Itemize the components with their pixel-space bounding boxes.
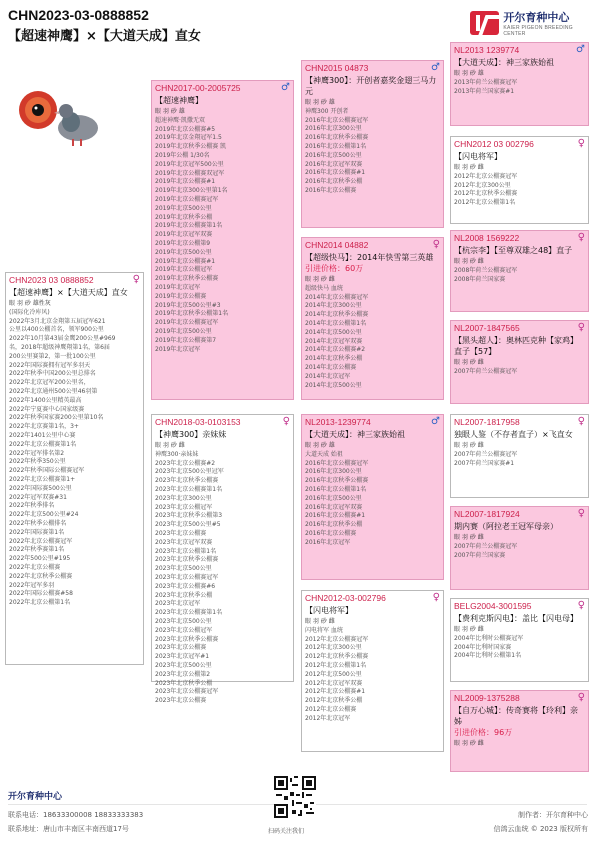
achievement-line: 2019年北京公棚赛 (155, 292, 207, 300)
achievement-line: 2013年荷兰国家赛#1 (454, 87, 515, 95)
ring-number: CHN2018-03-0103153 (155, 417, 241, 427)
female-symbol-icon: ♀ (577, 692, 585, 703)
achievement-line: 2022年秋季350公里 (9, 458, 66, 466)
achievement-line: 2004年比利时公棚第1名 (454, 652, 522, 660)
achievement-line: 2007年荷兰国家赛 (454, 551, 506, 559)
achievement-line: 眼 羽 砂 雌 (305, 618, 335, 625)
pedigree-card-sire-sire (301, 60, 444, 228)
achievement-line: 2016年北京秋季公棚赛 (305, 477, 369, 485)
achievement-line: 2012年北京秋季公棚赛 (305, 653, 369, 661)
achievement-line: 2019年公棚 1/30名 (155, 151, 210, 159)
import-price: 引进价格：60万 (305, 264, 364, 273)
achievements (451, 357, 588, 379)
achievements (302, 440, 443, 550)
female-symbol-icon: ♀ (132, 274, 140, 285)
pedigree-card-gg-3 (450, 230, 589, 312)
achievement-line: 2012年北京300公里 (305, 644, 362, 652)
footer-maker: 制作者：开尔育种中心 (518, 811, 588, 819)
achievement-line: 2014年北京公棚第1名 (305, 319, 367, 327)
achievement-line: 2022年冠军排名第2 (9, 449, 65, 457)
achievement-line: 2019年北京公棚赛冠军 (155, 195, 219, 203)
achievement-line: 2022年秋季赛第1名 (9, 546, 65, 554)
achievement-line: 眼 羽 砂 雌 (305, 276, 335, 283)
achievement-line: 名，2018年超级神鹰翔第1名，第6届 (9, 343, 110, 351)
achievement-line: 2012年北京公棚赛冠军 (305, 635, 369, 643)
ring-number: CHN2023 03 0888852 (9, 275, 94, 285)
achievement-line: 2022年北京公棚第1名 (9, 599, 71, 607)
footer-address: 联系地址：唐山市丰南区丰南西道17号 (8, 825, 129, 833)
import-price: 引进价格：96万 (454, 728, 513, 737)
achievement-line: 2016年北京公棚赛冠军 (305, 459, 369, 467)
pigeon-photo (16, 84, 104, 154)
ring-number: CHN2014 04882 (305, 240, 369, 250)
male-symbol-icon: ♂ (431, 62, 440, 73)
achievement-line: 2012年北京公棚赛冠军 (454, 172, 518, 180)
achievement-line: 公里以400公棚首名，领军900公里 (9, 326, 104, 334)
pigeon-name: 【神鹰300】亲妹妹 (155, 430, 227, 439)
achievement-line: 2023年北京公棚赛 (155, 644, 207, 652)
achievement-line: 2014年北京冠军双赛 (305, 337, 363, 345)
brand-logo (470, 9, 595, 37)
achievement-line: 2023年北京秋季公棚 (155, 591, 213, 599)
achievement-line: 2022年北京公棚赛 (9, 563, 61, 571)
achievement-line: 2016年北京冠军 (305, 538, 351, 546)
achievement-line: 2016年北京冠军双赛 (305, 503, 363, 511)
achievement-line: 2019年北京公棚第9 (155, 239, 211, 247)
achievement-line: 2023年北京秋季公棚赛 (155, 477, 219, 485)
achievement-line: 2019年北京公棚赛冠军 (155, 319, 219, 327)
achievement-line: 2023年北京500公里 (155, 661, 212, 669)
achievement-line: 2023年北京公棚赛 (155, 697, 207, 705)
achievement-line: 2023年北京公棚赛第1名 (155, 609, 223, 617)
female-symbol-icon: ♀ (282, 416, 290, 427)
ring-number: NL2007-1817958 (454, 417, 520, 427)
pigeon-name: 【大道天成】：神三家族始祖 (454, 58, 554, 67)
footer-contact (8, 808, 143, 836)
ring-number: CHN2015 04873 (305, 63, 369, 73)
achievement-line: 2019年北京冠军500公里 (155, 160, 224, 168)
achievement-line: 2012年北京秋季公棚赛 (454, 190, 518, 198)
achievement-line: 2022年1401公里中心赛 (9, 431, 76, 439)
achievement-line: 2016年北京冠军双赛 (305, 160, 363, 168)
achievement-line: 2008年荷兰国家赛 (454, 275, 506, 283)
achievement-line: 2023年北京公棚赛#6 (155, 582, 216, 590)
ring-number: NL2009-1375288 (454, 693, 520, 703)
pedigree-card-dam (151, 414, 294, 705)
achievement-line: 2019年北京500公里 (155, 327, 212, 335)
achievements (302, 97, 443, 198)
achievement-line: 2023年北京300公里 (155, 494, 212, 502)
achievement-line: 2023年北京冠军 (155, 600, 201, 608)
achievement-line: 2019年北京500公里 (155, 248, 212, 256)
pedigree-card-gg-8 (450, 690, 589, 772)
achievement-line: 2019年北京公棚赛#1 (155, 257, 216, 265)
pedigree-card-dam-dam (301, 590, 444, 752)
achievement-line: 2022年10月第43届金鹰200公里#969 (9, 335, 116, 343)
pigeon-name: 【超速神鹰】 (155, 96, 203, 105)
achievement-line: 2022年秋季中国200公里总排名 (9, 370, 96, 378)
achievements (451, 624, 588, 663)
achievement-line: 2014年北京300公里 (305, 302, 362, 310)
achievement-line: 神鹰300·亲妹妹 (155, 450, 199, 458)
achievement-line: 2022年国际赛500公里 (9, 484, 72, 492)
achievements (302, 616, 443, 726)
achievement-line: 2019年北京金翔冠军1.5 (155, 134, 222, 142)
achievement-line: 2023年北京公棚赛冠军 (155, 573, 219, 581)
achievement-line: 眼 羽 砂 雄 (305, 99, 335, 106)
achievement-line: 2022年北京通州500公里46羽第 (9, 387, 98, 395)
logo-name-en: KAIER PIGEON BREEDING CENTER (503, 25, 573, 37)
achievement-line: 2012年北京公棚赛 (305, 705, 357, 713)
achievement-line: 2007年荷兰国家赛#1 (454, 459, 515, 467)
achievement-line: 2016年北京公棚赛冠军 (305, 116, 369, 124)
pigeon-name: 【杭宗李】【至尊双雄之48】直子 (454, 246, 573, 255)
pigeon-name: 【神鹰300】：开创者嘉奖金翅三马力元 (305, 76, 437, 96)
achievement-line: 眼 羽 砂 雌 (454, 359, 484, 366)
achievement-line: 2016年北京公棚赛 (305, 186, 357, 194)
achievement-line: 2014年北京冠军 (305, 372, 351, 380)
achievement-line: 闪电将军 血统 (305, 626, 343, 634)
achievement-line: 2023年北京秋季公棚 (155, 679, 213, 687)
pigeon-name: 期内赛（阿拉老王冠军母亲） (454, 522, 558, 531)
ring-number: CHN2012 03 002796 (454, 139, 534, 149)
achievement-line: 2019年北京公棚赛双冠军 (155, 169, 225, 177)
achievement-line: 2014年北京秋季公棚 (305, 355, 363, 363)
achievements (6, 298, 143, 610)
pigeon-name: 【闪电将军】 (305, 606, 353, 615)
achievement-line: 2022年北京公棚赛第1+ (9, 475, 76, 483)
achievements (451, 256, 588, 286)
achievement-line: 2022年秋季公棚排名 (9, 519, 67, 527)
ring-number: CHN2012-03-002796 (305, 593, 386, 603)
achievement-line: 2023年北京500公里 (155, 617, 212, 625)
achievement-line: 2022年北京500公里#24 (9, 511, 79, 519)
qr-code-icon[interactable] (274, 776, 316, 818)
achievement-line: 2016年北京公棚第1名 (305, 142, 367, 150)
achievement-line: 2008年荷兰公棚赛冠军 (454, 266, 518, 274)
achievement-line: 2019年北京500公里#3 (155, 301, 221, 309)
female-symbol-icon: ♀ (577, 508, 585, 519)
achievements (302, 274, 443, 392)
achievement-line: 2016年北京500公里 (305, 151, 362, 159)
female-symbol-icon: ♀ (577, 138, 585, 149)
page-ring-number: CHN2023-03-0888852 (8, 7, 149, 23)
achievement-line: 2022年秋季国家赛200公里第10名 (9, 414, 104, 422)
achievement-line: 2012年北京300公里 (454, 181, 511, 189)
pedigree-card-gg-4 (450, 320, 589, 404)
achievements (451, 68, 588, 98)
achievement-line: 2019年北京冠军双赛 (155, 231, 213, 239)
achievement-line: 2022年500公里#195 (9, 555, 71, 563)
pigeon-name: 【超级快马】：2014年快雪第三英雄 (305, 253, 434, 262)
achievement-line: 2023年北京500公里#5 (155, 521, 221, 529)
pigeon-name: 独眼人鉴（不存者直子）×飞直女 (454, 430, 573, 439)
achievements (152, 440, 293, 708)
pigeon-name: 【自万心城】：传奇赛将【玲利】亲姊 (454, 706, 578, 726)
achievement-line: 2023年北京冠军双赛 (155, 538, 213, 546)
achievement-line: 2016年北京公棚赛 (305, 529, 357, 537)
logo-name-cn: 开尔育种中心 (503, 11, 570, 24)
achievement-line: 2014年北京公棚赛 (305, 363, 357, 371)
achievement-line: 2023年北京冠军#1 (155, 653, 210, 661)
achievement-line: 2023年北京公棚第2 (155, 670, 211, 678)
achievement-line: 2016年北京300公里 (305, 125, 362, 133)
achievement-line: 2023年北京公棚赛第1名 (155, 485, 223, 493)
pedigree-card-sire (151, 80, 294, 400)
achievement-line: 神鹰300 开创者 (305, 107, 349, 115)
achievements (451, 440, 588, 470)
achievement-line: 2019年北京公棚赛第7 (155, 336, 217, 344)
pigeon-name: 【黑头超人】：奥林匹克种【家鸡】直子【57】 (454, 336, 578, 356)
achievement-line: 2013年荷兰公棚赛冠军 (454, 78, 518, 86)
achievement-line: 2022年冠军多羽 (9, 581, 55, 589)
achievement-line: 2012年北京公棚第1名 (454, 199, 516, 207)
achievement-line: 2019年北京冠军 (155, 283, 201, 291)
pedigree-card-gg-2 (450, 136, 589, 224)
achievement-line: 2022年冠军双赛#31 (9, 493, 67, 501)
pigeon-name: 【闪电将军】 (454, 152, 502, 161)
achievement-line: 眼 羽 砂 雄 (454, 70, 484, 77)
pedigree-card-subject (5, 272, 144, 665)
achievement-line: 眼 羽 砂 雌 (454, 534, 484, 541)
achievement-line: 2016年北京500公里 (305, 494, 362, 502)
achievement-line: 2016年北京公棚第1名 (305, 485, 367, 493)
achievement-line: 2022年国际赛拥有冠军多羽天 (9, 361, 91, 369)
male-symbol-icon: ♂ (431, 416, 440, 427)
achievement-line: 2022年北京冠军200公里名， (9, 379, 90, 387)
pigeon-name: 【超速神鹰】×【大道天成】直女 (9, 288, 128, 297)
achievement-line: 2014年北京秋季公棚赛 (305, 311, 369, 319)
achievement-line: 2019年北京秋季公棚第1名 (155, 310, 229, 318)
achievement-line: 2016年北京秋季公棚 (305, 178, 363, 186)
achievement-line: 2023年北京公棚冠军 (155, 626, 213, 634)
achievement-line: 2019年北京公棚赛第1名 (155, 222, 223, 230)
achievement-line: 2022年秋季排名 (9, 502, 55, 510)
achievement-line: 2012年北京500公里 (305, 670, 362, 678)
achievement-line: 2007年荷兰公棚赛冠军 (454, 450, 518, 458)
ring-number: NL2007-1847565 (454, 323, 520, 333)
achievement-line: 2022年3月北京金翔第五届冠军621 (9, 317, 106, 325)
pedigree-card-gg-6 (450, 506, 589, 590)
achievement-line: 2016年北京公棚赛#1 (305, 169, 366, 177)
achievement-line: 大道天成 始祖 (305, 450, 343, 458)
achievement-line: 2023年北京公棚第1名 (155, 547, 217, 555)
achievement-line: (国际化冷库风) (9, 308, 50, 316)
achievement-line: 2007年荷兰公棚赛冠军 (454, 542, 518, 550)
male-symbol-icon: ♂ (576, 44, 585, 55)
female-symbol-icon: ♀ (432, 592, 440, 603)
achievement-line: 眼 羽 砂 雌 (454, 258, 484, 265)
achievement-line: 2022年国际公棚赛#58 (9, 590, 73, 598)
achievements (451, 162, 588, 210)
achievement-line: 眼 羽 砂 雌 (454, 442, 484, 449)
achievement-line: 2014年北京500公里 (305, 328, 362, 336)
achievement-line: 眼 羽 砂 雌 (454, 740, 484, 747)
achievement-line: 2023年北京500公里 (155, 565, 212, 573)
achievement-line: 眼 羽 砂 雌 (454, 626, 484, 633)
achievement-line: 2012年北京公棚赛#1 (305, 688, 366, 696)
achievement-line: 2023年北京公棚赛冠军 (155, 688, 219, 696)
footer-phone: 联系电话：18633300008 18833333383 (8, 811, 144, 819)
kaier-logo-icon (470, 11, 499, 35)
achievement-line: 2022年北京公棚赛第1名 (9, 440, 77, 448)
pedigree-card-gg-1 (450, 42, 589, 126)
achievement-line: 超速神鹰·凯撒无双 (155, 116, 205, 124)
achievement-line: 2014年北京公棚赛#2 (305, 346, 366, 354)
female-symbol-icon: ♀ (577, 232, 585, 243)
achievement-line: 2023年北京500公里冠军 (155, 468, 224, 476)
ring-number: CHN2017-00-2005725 (155, 83, 241, 93)
ring-number: NL2007-1817924 (454, 509, 520, 519)
footer-credits (458, 808, 588, 836)
footer-copyright: 信鸽云血统 © 2023 版权所有 (493, 825, 588, 833)
achievement-line: 2014年北京公棚赛冠军 (305, 293, 369, 301)
achievement-line: 2004年比利时国家赛 (454, 643, 512, 651)
ring-number: NL2013 1239774 (454, 45, 520, 55)
female-symbol-icon: ♀ (432, 239, 440, 250)
achievement-line: 眼 羽 砂 雄 (155, 108, 185, 115)
male-symbol-icon: ♂ (281, 82, 290, 93)
footer-logo: 开尔育种中心 (8, 792, 63, 802)
achievement-line: 眼 羽 砂 雄 (305, 442, 335, 449)
achievement-line: 2016年北京秋季公棚 (305, 521, 363, 529)
achievement-line: 2023年北京秋季公棚赛 (155, 635, 219, 643)
achievement-line: 2022年北京秋季公棚赛 (9, 572, 73, 580)
achievement-line: 2012年北京冠军 (305, 714, 351, 722)
pedigree-card-gg-5 (450, 414, 589, 498)
ring-number: NL2013-1239774 (305, 417, 371, 427)
achievement-line: 2016年北京秋季公棚赛 (305, 134, 369, 142)
achievement-line: 2022年宁夏赛中心国家级赛 (9, 405, 85, 413)
female-symbol-icon: ♀ (577, 416, 585, 427)
achievement-line: 2023年北京公棚赛 (155, 529, 207, 537)
achievement-line: 2019年北京500公里 (155, 204, 212, 212)
achievement-line: 2019年北京秋季公棚赛 凯 (155, 143, 227, 151)
achievement-line: 2019年北京秋季公棚赛 (155, 275, 219, 283)
achievement-line: 2012年北京秋季公棚 (305, 697, 363, 705)
achievement-line: 2016年北京300公里 (305, 468, 362, 476)
achievement-line: 2023年北京公棚冠军 (155, 503, 213, 511)
achievement-line: 2019年北京公棚冠军 (155, 266, 213, 274)
achievements (451, 738, 588, 751)
achievement-line: 2004年比利时公棚赛冠军 (454, 634, 524, 642)
achievement-line: 眼 羽 砂 雌 (155, 442, 185, 449)
qr-caption: 扫码关注我们 (268, 828, 305, 835)
achievement-line: 2007年荷兰公棚赛冠军 (454, 367, 518, 375)
achievement-line: 超级快马 血统 (305, 284, 343, 292)
pigeon-name: 【费利克斯闪电】：盖比【闪电母】 (454, 614, 578, 623)
female-symbol-icon: ♀ (577, 322, 585, 333)
achievement-line: 2022年北京赛第1名，3+ (9, 423, 79, 431)
achievement-line: 2019年北京公棚赛#5 (155, 125, 216, 133)
achievement-line: 2019年北京公棚赛#1 (155, 178, 216, 186)
pigeon-name: 【大道天成】：神三家族始祖 (305, 430, 405, 439)
ring-number: NL2008 1569222 (454, 233, 520, 243)
female-symbol-icon: ♀ (577, 600, 585, 611)
pedigree-card-sire-dam (301, 237, 444, 400)
page-title: 【超速神鹰】×【大道天成】直女 (8, 29, 201, 44)
achievement-line: 2012年北京公棚第1名 (305, 661, 367, 669)
achievements (152, 106, 293, 356)
achievement-line: 2019年北京300公里第1名 (155, 187, 228, 195)
achievement-line: 2019年北京冠军 (155, 345, 201, 353)
achievement-line: 200公里赛第2，第一批100公里 (9, 352, 96, 360)
achievement-line: 2016年北京公棚赛#1 (305, 512, 366, 520)
achievement-line: 2022年北京公棚赛冠军 (9, 537, 73, 545)
achievement-line: 2023年北京秋季公棚第3 (155, 512, 223, 520)
achievement-line: 2022年国际赛第1名 (9, 528, 65, 536)
achievement-line: 2014年北京500公里 (305, 381, 362, 389)
ring-number: BELG2004-3001595 (454, 601, 532, 611)
achievement-line: 眼 羽 砂 雌 (454, 164, 484, 171)
achievement-line: 眼 羽 砂 雄性灰 (9, 300, 51, 307)
pedigree-card-gg-7 (450, 598, 589, 682)
achievement-line: 2023年北京公棚赛#2 (155, 459, 216, 467)
achievement-line: 2023年北京秋季公棚赛 (155, 556, 219, 564)
achievement-line: 2022年1400公里精英最高 (9, 396, 82, 404)
achievement-line: 2022年秋季国际公棚赛冠军 (9, 467, 85, 475)
achievement-line: 2012年北京冠军双赛 (305, 679, 363, 687)
achievements (451, 532, 588, 562)
pedigree-card-dam-sire (301, 414, 444, 580)
achievement-line: 2019年北京秋季公棚 (155, 213, 213, 221)
